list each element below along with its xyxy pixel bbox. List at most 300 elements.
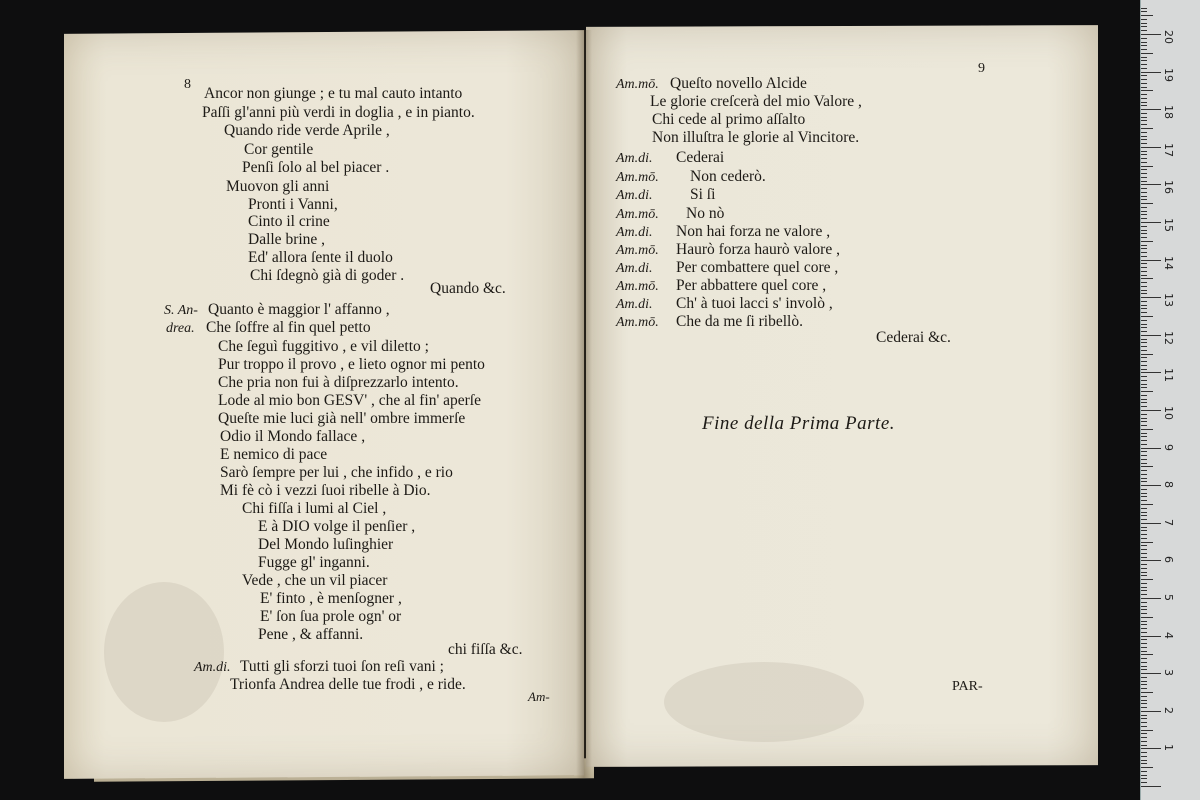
ruler-tick bbox=[1141, 60, 1147, 61]
ruler-label: 10 bbox=[1162, 406, 1175, 420]
ruler-tick bbox=[1141, 199, 1147, 200]
text-line: Non cederò. bbox=[690, 168, 766, 185]
ruler-tick bbox=[1141, 707, 1147, 708]
ruler-tick bbox=[1141, 267, 1147, 268]
ruler-tick bbox=[1141, 402, 1147, 403]
ruler-tick bbox=[1141, 252, 1147, 253]
ruler-tick bbox=[1141, 331, 1147, 332]
ruler-tick bbox=[1141, 147, 1161, 148]
ruler-tick bbox=[1141, 162, 1147, 163]
speaker-label: drea. bbox=[166, 321, 195, 336]
ruler-tick bbox=[1141, 718, 1147, 719]
ruler-tick bbox=[1141, 361, 1147, 362]
text-line: Lode al mio bon GESV' , che al fin' aperſe bbox=[218, 392, 481, 409]
ruler-tick bbox=[1141, 624, 1147, 625]
ruler-tick bbox=[1141, 282, 1147, 283]
text-line: Quanto è maggior l' affanno , bbox=[208, 301, 390, 318]
ruler-label: 19 bbox=[1162, 67, 1175, 82]
ruler-tick bbox=[1141, 263, 1147, 264]
text-line: E nemico di pace bbox=[220, 446, 328, 463]
speaker-label: Am.mō. bbox=[616, 207, 659, 222]
text-line: Ch' à tuoi lacci s' involò , bbox=[676, 295, 833, 312]
ruler-tick bbox=[1141, 169, 1147, 170]
ruler-tick bbox=[1141, 297, 1161, 298]
ruler-tick bbox=[1141, 49, 1147, 50]
ruler-tick bbox=[1141, 681, 1147, 682]
ruler-tick bbox=[1141, 752, 1147, 753]
text-line: Queſte mie luci già nell' ombre immerſe bbox=[218, 410, 466, 427]
ruler-tick bbox=[1141, 94, 1147, 95]
ruler-tick bbox=[1141, 771, 1147, 772]
speaker-label: Am.mō. bbox=[616, 243, 659, 258]
ruler-label: 9 bbox=[1162, 443, 1175, 451]
ruler-tick bbox=[1141, 357, 1147, 358]
text-line: Haurò forza haurò valore , bbox=[676, 241, 840, 258]
text-line: Cor gentile bbox=[244, 141, 314, 158]
ruler-tick bbox=[1141, 632, 1147, 633]
text-line: Che ſoffre al fin quel petto bbox=[206, 319, 371, 336]
ruler-label: 15 bbox=[1162, 218, 1175, 232]
ruler-tick bbox=[1141, 34, 1161, 35]
ruler-tick bbox=[1141, 365, 1147, 366]
ruler-tick bbox=[1141, 226, 1147, 227]
ruler-tick bbox=[1141, 64, 1147, 65]
text-line: Sarò ſempre per lui , che infido , e rio bbox=[220, 464, 453, 481]
ruler-tick bbox=[1141, 651, 1147, 652]
ruler-tick bbox=[1141, 557, 1147, 558]
text-line: Queſto novello Alcide bbox=[670, 75, 807, 92]
ruler-tick bbox=[1141, 181, 1147, 182]
ruler-tick bbox=[1141, 57, 1147, 58]
ruler-tick bbox=[1141, 715, 1147, 716]
ruler-tick bbox=[1141, 124, 1147, 125]
ruler-tick bbox=[1141, 733, 1147, 734]
ruler-tick bbox=[1141, 38, 1147, 39]
ruler-tick bbox=[1141, 203, 1153, 204]
ruler-tick bbox=[1141, 572, 1147, 573]
ruler-tick bbox=[1141, 440, 1147, 441]
ruler-tick bbox=[1141, 421, 1147, 422]
ruler-tick bbox=[1141, 87, 1147, 88]
text-line: Dalle brine , bbox=[248, 231, 326, 248]
ruler-tick bbox=[1141, 553, 1147, 554]
text-line: Odio il Mondo fallace , bbox=[220, 428, 366, 445]
ruler-label: 16 bbox=[1162, 180, 1175, 195]
ruler-tick bbox=[1141, 68, 1147, 69]
text-line: Che pria non fui à diſprezzarlo intento. bbox=[218, 374, 459, 391]
ruler-tick bbox=[1141, 448, 1161, 449]
ruler-tick bbox=[1141, 237, 1147, 238]
ruler-tick bbox=[1141, 8, 1147, 9]
text-line: Che da me ſi ribellò. bbox=[676, 313, 803, 330]
page-number-right: 9 bbox=[978, 61, 985, 76]
ruler-label: 14 bbox=[1162, 255, 1175, 270]
text-line: Per abbattere quel core , bbox=[676, 277, 827, 294]
ruler-tick bbox=[1141, 568, 1147, 569]
ruler-tick bbox=[1141, 290, 1147, 291]
ruler-tick bbox=[1141, 684, 1147, 685]
ruler-tick bbox=[1141, 748, 1161, 749]
text-line: No nò bbox=[686, 205, 725, 222]
text-line: E' ſon ſua prole ogn' or bbox=[260, 608, 402, 625]
ruler-tick bbox=[1141, 489, 1147, 490]
text-line: Non illuſtra le glorie al Vincitore. bbox=[652, 129, 860, 146]
ruler-tick bbox=[1141, 666, 1147, 667]
ruler-tick bbox=[1141, 745, 1147, 746]
ruler-tick bbox=[1141, 192, 1147, 193]
ruler-tick bbox=[1141, 628, 1147, 629]
paper-stain bbox=[104, 582, 224, 722]
ruler-label: 5 bbox=[1162, 594, 1175, 601]
ruler-tick bbox=[1141, 542, 1153, 543]
ruler-tick bbox=[1141, 722, 1147, 723]
ruler-tick bbox=[1141, 98, 1147, 99]
ruler-tick bbox=[1141, 395, 1147, 396]
ruler-tick bbox=[1141, 230, 1147, 231]
speaker-label: Am.mō. bbox=[616, 279, 659, 294]
ruler-tick bbox=[1141, 177, 1147, 178]
ruler-tick bbox=[1141, 173, 1147, 174]
ruler-tick bbox=[1141, 45, 1147, 46]
ruler-tick bbox=[1141, 726, 1147, 727]
ruler-tick bbox=[1141, 643, 1147, 644]
ruler-tick bbox=[1141, 30, 1147, 31]
ruler-tick bbox=[1141, 406, 1147, 407]
ruler-tick bbox=[1141, 763, 1147, 764]
ruler-tick bbox=[1141, 139, 1147, 140]
ruler-tick bbox=[1141, 613, 1147, 614]
ruler-tick bbox=[1141, 512, 1147, 513]
ruler-tick bbox=[1141, 376, 1147, 377]
ruler-tick bbox=[1141, 19, 1147, 20]
ruler-tick bbox=[1141, 594, 1147, 595]
ruler-tick bbox=[1141, 75, 1147, 76]
speaker-label: S. An- bbox=[164, 303, 198, 318]
ruler-tick bbox=[1141, 519, 1147, 520]
text-line: Muovon gli anni bbox=[226, 178, 330, 195]
text-line: Cinto il crine bbox=[248, 213, 330, 230]
ruler-tick bbox=[1141, 109, 1161, 110]
ruler-label: 11 bbox=[1162, 368, 1175, 383]
ruler-label: 4 bbox=[1162, 631, 1175, 639]
ruler-tick bbox=[1141, 575, 1147, 576]
text-line: Tutti gli sforzi tuoi ſon reſi vani ; bbox=[240, 658, 444, 675]
speaker-label: Am.di. bbox=[616, 261, 653, 276]
text-line: Cederai bbox=[676, 149, 725, 166]
ruler-label: 13 bbox=[1162, 293, 1175, 308]
ruler-tick bbox=[1141, 508, 1147, 509]
ruler-tick bbox=[1141, 335, 1161, 336]
ruler-tick bbox=[1141, 305, 1147, 306]
ruler-tick bbox=[1141, 639, 1147, 640]
section-end-title: Fine della Prima Parte. bbox=[702, 413, 896, 434]
text-line: Penſi ſolo al bel piacer . bbox=[242, 159, 390, 176]
ruler-tick bbox=[1141, 598, 1161, 599]
ruler-tick bbox=[1141, 429, 1153, 430]
ruler-tick bbox=[1141, 222, 1161, 223]
ruler-tick bbox=[1141, 711, 1161, 712]
ruler-tick bbox=[1141, 677, 1147, 678]
ruler-label: 6 bbox=[1162, 556, 1175, 564]
ruler-tick bbox=[1141, 275, 1147, 276]
ruler-label: 1 bbox=[1162, 744, 1175, 752]
ruler-tick bbox=[1141, 703, 1147, 704]
speaker-label: Am.di. bbox=[616, 297, 653, 312]
ruler-tick bbox=[1141, 105, 1147, 106]
ruler-label: 3 bbox=[1162, 669, 1175, 677]
ruler-tick bbox=[1141, 286, 1147, 287]
ruler-tick bbox=[1141, 466, 1153, 467]
ruler-tick bbox=[1141, 636, 1161, 637]
ruler-tick bbox=[1141, 587, 1147, 588]
ruler-tick bbox=[1141, 549, 1147, 550]
ruler-tick bbox=[1141, 128, 1153, 129]
ruler-tick bbox=[1141, 583, 1147, 584]
ruler-tick bbox=[1141, 673, 1161, 674]
ruler-tick bbox=[1141, 293, 1147, 294]
ruler-tick bbox=[1141, 756, 1147, 757]
text-line: Pene , & affanni. bbox=[258, 626, 364, 643]
ruler-tick bbox=[1141, 308, 1147, 309]
text-line: Non hai forza ne valore , bbox=[676, 223, 831, 240]
ruler-tick bbox=[1141, 767, 1153, 768]
ruler-tick bbox=[1141, 504, 1153, 505]
ruler-tick bbox=[1141, 23, 1147, 24]
speaker-label: Am.mō. bbox=[616, 170, 659, 185]
ruler-tick bbox=[1141, 53, 1153, 54]
ruler-tick bbox=[1141, 83, 1147, 84]
ruler-tick bbox=[1141, 414, 1147, 415]
ruler-tick bbox=[1141, 113, 1147, 114]
ruler-tick bbox=[1141, 26, 1147, 27]
ruler-tick bbox=[1141, 339, 1147, 340]
ruler-label: 18 bbox=[1162, 105, 1175, 120]
ruler-tick bbox=[1141, 11, 1147, 12]
ruler-label: 12 bbox=[1162, 330, 1175, 345]
ruler-tick bbox=[1141, 248, 1147, 249]
ruler-tick bbox=[1141, 117, 1147, 118]
ruler-tick bbox=[1141, 260, 1161, 261]
text-line: Del Mondo luſinghier bbox=[258, 536, 394, 553]
ruler-tick bbox=[1141, 320, 1147, 321]
ruler-tick bbox=[1141, 278, 1153, 279]
ruler-tick bbox=[1141, 369, 1147, 370]
ruler-tick bbox=[1141, 399, 1147, 400]
text-line: Vede , che un vil piacer bbox=[242, 572, 388, 589]
text-line: Si ſi bbox=[690, 186, 716, 203]
page-number-left: 8 bbox=[184, 77, 191, 92]
ruler-tick bbox=[1141, 778, 1147, 779]
ruler-tick bbox=[1141, 485, 1161, 486]
text-line: Trionfa Andrea delle tue frodi , e ride. bbox=[230, 676, 466, 693]
ruler-tick bbox=[1141, 256, 1147, 257]
ruler-tick bbox=[1141, 387, 1147, 388]
text-line: Ancor non giunge ; e tu mal cauto intanto bbox=[204, 85, 463, 102]
ruler-tick bbox=[1141, 324, 1147, 325]
ruler-tick bbox=[1141, 590, 1147, 591]
ruler-tick bbox=[1141, 669, 1147, 670]
ruler-tick bbox=[1141, 564, 1147, 565]
ruler-tick bbox=[1141, 188, 1147, 189]
text-line: Paſſi gl'anni più verdi in doglia , e in pianto. bbox=[202, 104, 475, 121]
ruler-tick bbox=[1141, 451, 1147, 452]
text-line: Chi ſdegnò già di goder . bbox=[250, 267, 405, 284]
ruler-tick bbox=[1141, 609, 1147, 610]
ruler-tick bbox=[1141, 196, 1147, 197]
text-line: Le glorie creſcerà del mio Valore , bbox=[650, 93, 862, 110]
text-line: Cederai &c. bbox=[876, 329, 951, 346]
ruler-tick bbox=[1141, 79, 1147, 80]
catchword: Am- bbox=[528, 689, 550, 704]
ruler-tick bbox=[1141, 154, 1147, 155]
ruler-tick bbox=[1141, 184, 1161, 185]
ruler-tick bbox=[1141, 496, 1147, 497]
text-line: Pronti i Vanni, bbox=[248, 196, 338, 213]
ruler-tick bbox=[1141, 474, 1147, 475]
ruler-tick bbox=[1141, 688, 1147, 689]
ruler-tick bbox=[1141, 301, 1147, 302]
ruler-tick bbox=[1141, 158, 1147, 159]
ruler-tick bbox=[1141, 241, 1153, 242]
ruler-tick bbox=[1141, 478, 1147, 479]
ruler-label: 20 bbox=[1162, 30, 1175, 44]
text-line: Quando ride verde Aprile , bbox=[224, 122, 390, 139]
ruler-tick bbox=[1141, 658, 1147, 659]
ruler-tick bbox=[1141, 271, 1147, 272]
ruler-tick bbox=[1141, 662, 1147, 663]
ruler-tick bbox=[1141, 245, 1147, 246]
ruler-tick bbox=[1141, 775, 1147, 776]
ruler-tick bbox=[1141, 455, 1147, 456]
ruler-tick bbox=[1141, 143, 1147, 144]
text-line: Pur troppo il provo , e lieto ognor mi pento bbox=[218, 356, 485, 373]
ruler-label: 17 bbox=[1162, 142, 1175, 157]
ruler-tick bbox=[1141, 530, 1147, 531]
ruler-tick bbox=[1141, 327, 1147, 328]
ruler-tick bbox=[1141, 786, 1161, 787]
ruler-tick bbox=[1141, 621, 1147, 622]
ruler-tick bbox=[1141, 72, 1161, 73]
ruler-tick bbox=[1141, 312, 1147, 313]
ruler-tick bbox=[1141, 372, 1161, 373]
ruler-tick bbox=[1141, 523, 1161, 524]
text-line: Fugge gl' inganni. bbox=[258, 554, 370, 571]
ruler-tick bbox=[1141, 418, 1147, 419]
ruler-tick bbox=[1141, 606, 1147, 607]
ruler-tick bbox=[1141, 493, 1147, 494]
ruler-tick bbox=[1141, 391, 1153, 392]
ruler-tick bbox=[1141, 132, 1147, 133]
ruler-label: 7 bbox=[1162, 518, 1175, 526]
ruler-tick bbox=[1141, 760, 1147, 761]
ruler-tick bbox=[1141, 380, 1147, 381]
ruler-tick bbox=[1141, 617, 1153, 618]
text-line: Chi fiſſa i lumi al Ciel , bbox=[242, 500, 387, 517]
speaker-label: Am.di. bbox=[616, 225, 653, 240]
ruler-tick bbox=[1141, 741, 1147, 742]
text-line: Quando &c. bbox=[430, 280, 506, 297]
ruler-tick bbox=[1141, 700, 1147, 701]
ruler-tick bbox=[1141, 211, 1147, 212]
text-line: Chi cede al primo aſſalto bbox=[652, 111, 806, 128]
ruler-tick bbox=[1141, 500, 1147, 501]
ruler-tick bbox=[1141, 602, 1147, 603]
ruler-tick bbox=[1141, 90, 1153, 91]
text-line: Ed' allora ſente il duolo bbox=[248, 249, 393, 266]
ruler-tick bbox=[1141, 538, 1147, 539]
speaker-label: Am.di. bbox=[616, 188, 653, 203]
ruler-tick bbox=[1141, 515, 1147, 516]
ruler-tick bbox=[1141, 436, 1147, 437]
speaker-label: Am.mō. bbox=[616, 315, 659, 330]
ruler-tick bbox=[1141, 410, 1161, 411]
ruler-tick bbox=[1141, 42, 1147, 43]
ruler-tick bbox=[1141, 481, 1147, 482]
ruler-tick bbox=[1141, 346, 1147, 347]
ruler-tick bbox=[1141, 470, 1147, 471]
ruler-tick bbox=[1141, 433, 1147, 434]
ruler-tick bbox=[1141, 120, 1147, 121]
ruler-tick bbox=[1141, 425, 1147, 426]
ruler-tick bbox=[1141, 647, 1147, 648]
ruler-label: 8 bbox=[1162, 481, 1175, 489]
text-line: chi fiſſa &c. bbox=[448, 641, 523, 658]
ruler-tick bbox=[1141, 384, 1147, 385]
text-line: Per combattere quel core , bbox=[676, 259, 839, 276]
ruler-tick bbox=[1141, 579, 1153, 580]
ruler-tick bbox=[1141, 463, 1147, 464]
ruler-tick bbox=[1141, 527, 1147, 528]
text-line: E à DIO volge il penſier , bbox=[258, 518, 416, 535]
ruler-tick bbox=[1141, 782, 1147, 783]
ruler-tick bbox=[1141, 15, 1153, 16]
ruler-tick bbox=[1141, 545, 1147, 546]
book-gutter bbox=[576, 30, 592, 778]
ruler-tick bbox=[1141, 444, 1147, 445]
ruler-tick bbox=[1141, 316, 1153, 317]
ruler-tick bbox=[1141, 737, 1147, 738]
ruler-tick bbox=[1141, 534, 1147, 535]
ruler-tick bbox=[1141, 730, 1153, 731]
ruler-tick bbox=[1141, 696, 1147, 697]
speaker-label: Am.di. bbox=[194, 660, 231, 675]
speaker-label: Am.di. bbox=[616, 151, 653, 166]
ruler-tick bbox=[1141, 136, 1147, 137]
ruler-tick bbox=[1141, 102, 1147, 103]
text-line: Che ſeguì fuggitivo , e vil diletto ; bbox=[218, 338, 429, 355]
ruler-label: 2 bbox=[1162, 706, 1175, 714]
ruler-tick bbox=[1141, 151, 1147, 152]
ruler-tick bbox=[1141, 692, 1153, 693]
ruler-tick bbox=[1141, 342, 1147, 343]
ruler-tick bbox=[1141, 459, 1147, 460]
ruler-tick bbox=[1141, 654, 1153, 655]
ruler-tick bbox=[1141, 350, 1147, 351]
text-line: Mi fè cò i vezzi ſuoi ribelle à Dio. bbox=[220, 482, 431, 499]
catchword: PAR- bbox=[952, 679, 983, 694]
paper-stain bbox=[664, 662, 864, 742]
speaker-label: Am.mō. bbox=[616, 77, 659, 92]
ruler-tick bbox=[1141, 166, 1153, 167]
measuring-ruler bbox=[1140, 0, 1200, 800]
ruler-tick bbox=[1141, 218, 1147, 219]
ruler-tick bbox=[1141, 354, 1153, 355]
text-line: E' finto , è menſogner , bbox=[260, 590, 402, 607]
ruler-tick bbox=[1141, 207, 1147, 208]
ruler-tick bbox=[1141, 233, 1147, 234]
ruler-tick bbox=[1141, 214, 1147, 215]
ruler-tick bbox=[1141, 560, 1161, 561]
